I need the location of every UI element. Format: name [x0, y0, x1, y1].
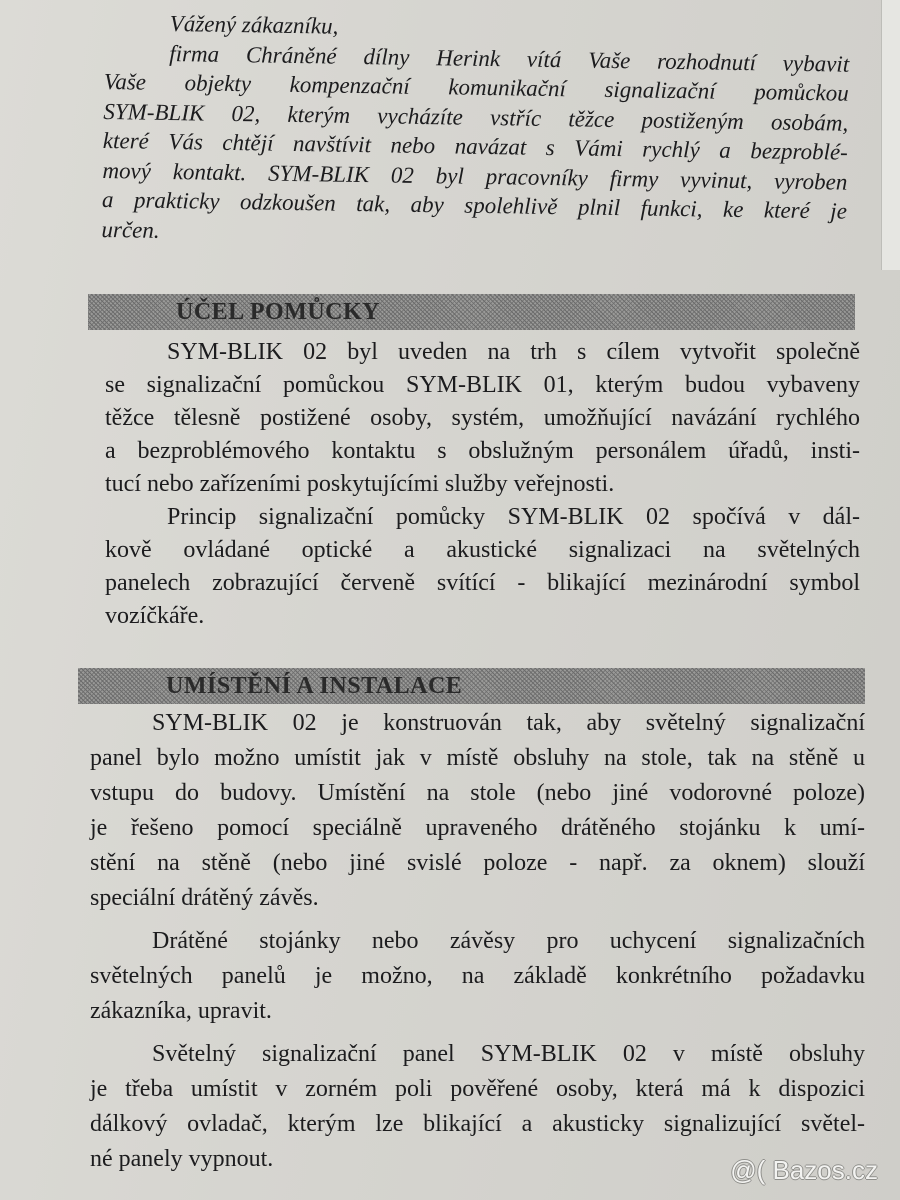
greeting-paragraph	[101, 8, 850, 256]
text-line: SYM-BLIK 02 je konstruován tak, aby světelný signalizační	[152, 710, 865, 736]
text-line: se signalizační pomůckou SYM-BLIK 01, kterým budou vybaveny	[105, 372, 860, 398]
bazos-watermark: @( Bazos.cz	[730, 1155, 878, 1185]
text-line: Princip signalizační pomůcky SYM-BLIK 02 spočívá v dál-	[167, 504, 860, 530]
section-purpose-body	[105, 336, 860, 633]
text-line: tucí nebo zařízeními poskytujícími služby veřejnosti.	[105, 471, 615, 497]
text-line: kově ovládané optické a akustické signalizaci na světelných	[105, 537, 860, 563]
salutation: Vážený zákazníku,	[169, 11, 339, 39]
text-line: mový kontakt. SYM-BLIK 02 byl pracovníky firmy vyvinut, vyroben	[102, 157, 848, 195]
section-heading-purpose	[88, 294, 855, 330]
text-line: stění na stěně (nebo jiné svislé poloze - např. za oknem) slouží	[90, 850, 865, 876]
text-line: určen.	[101, 216, 160, 243]
text-line: panelech zobrazující červeně svítící - blikající mezinárodní symbol	[105, 570, 860, 596]
text-line: Světelný signalizační panel SYM-BLIK 02 v místě obsluhy	[152, 1041, 865, 1067]
text-line: firma Chráněné dílny Herink vítá Vaše rozhodnutí vybavit	[169, 40, 850, 77]
text-line: dálkový ovladač, kterým lze blikající a akusticky signalizující světel-	[90, 1111, 865, 1137]
text-line: né panely vypnout.	[90, 1146, 274, 1172]
heading-text: UMÍSTĚNÍ A INSTALACE	[166, 673, 463, 699]
heading-text: ÚČEL POMŮCKY	[176, 299, 380, 325]
text-line: Drátěné stojánky nebo závěsy pro uchycení signalizačních	[152, 928, 865, 954]
text-line: těžce tělesně postižené osoby, systém, umožňující navázání rychlého	[105, 405, 860, 431]
text-line: je třeba umístit v zorném poli pověřené osoby, která má k dispozici	[90, 1076, 865, 1102]
text-line: panel bylo možno umístit jak v místě obsluhy na stole, tak na stěně u	[90, 745, 865, 771]
text-line: zákazníka, upravit.	[90, 998, 272, 1024]
text-line: které Vás chtějí navštívit nebo navázat s Vámi rychlý a bezproblé-	[102, 127, 849, 165]
section-heading-placement	[78, 668, 865, 704]
text-line: světelných panelů je možno, na základě konkrétního požadavku	[90, 963, 865, 989]
text-line: SYM-BLIK 02, kterým vycházíte vstříc těžce postiženým osobám,	[103, 98, 849, 136]
text-line: speciální drátěný závěs.	[90, 885, 319, 911]
text-line: vozíčkáře.	[105, 603, 205, 629]
text-line: a prakticky odzkoušen tak, aby spolehlivě plnil funkci, ke které je	[101, 186, 848, 224]
text-line: Vaše objekty kompenzační komunikační signalizační pomůckou	[103, 68, 849, 106]
text-line: vstupu do budovy. Umístění na stole (nebo jiné vodorovné poloze)	[90, 780, 865, 806]
text-line: a bezproblémového kontaktu s obslužným personálem úřadů, insti-	[105, 438, 860, 464]
text-line: je řešeno pomocí speciálně upraveného drátěného stojánku k umí-	[90, 815, 865, 841]
section-placement-body	[90, 706, 865, 1177]
page-edge	[881, 0, 900, 270]
text-line: SYM-BLIK 02 byl uveden na trh s cílem vytvořit společně	[167, 339, 860, 365]
